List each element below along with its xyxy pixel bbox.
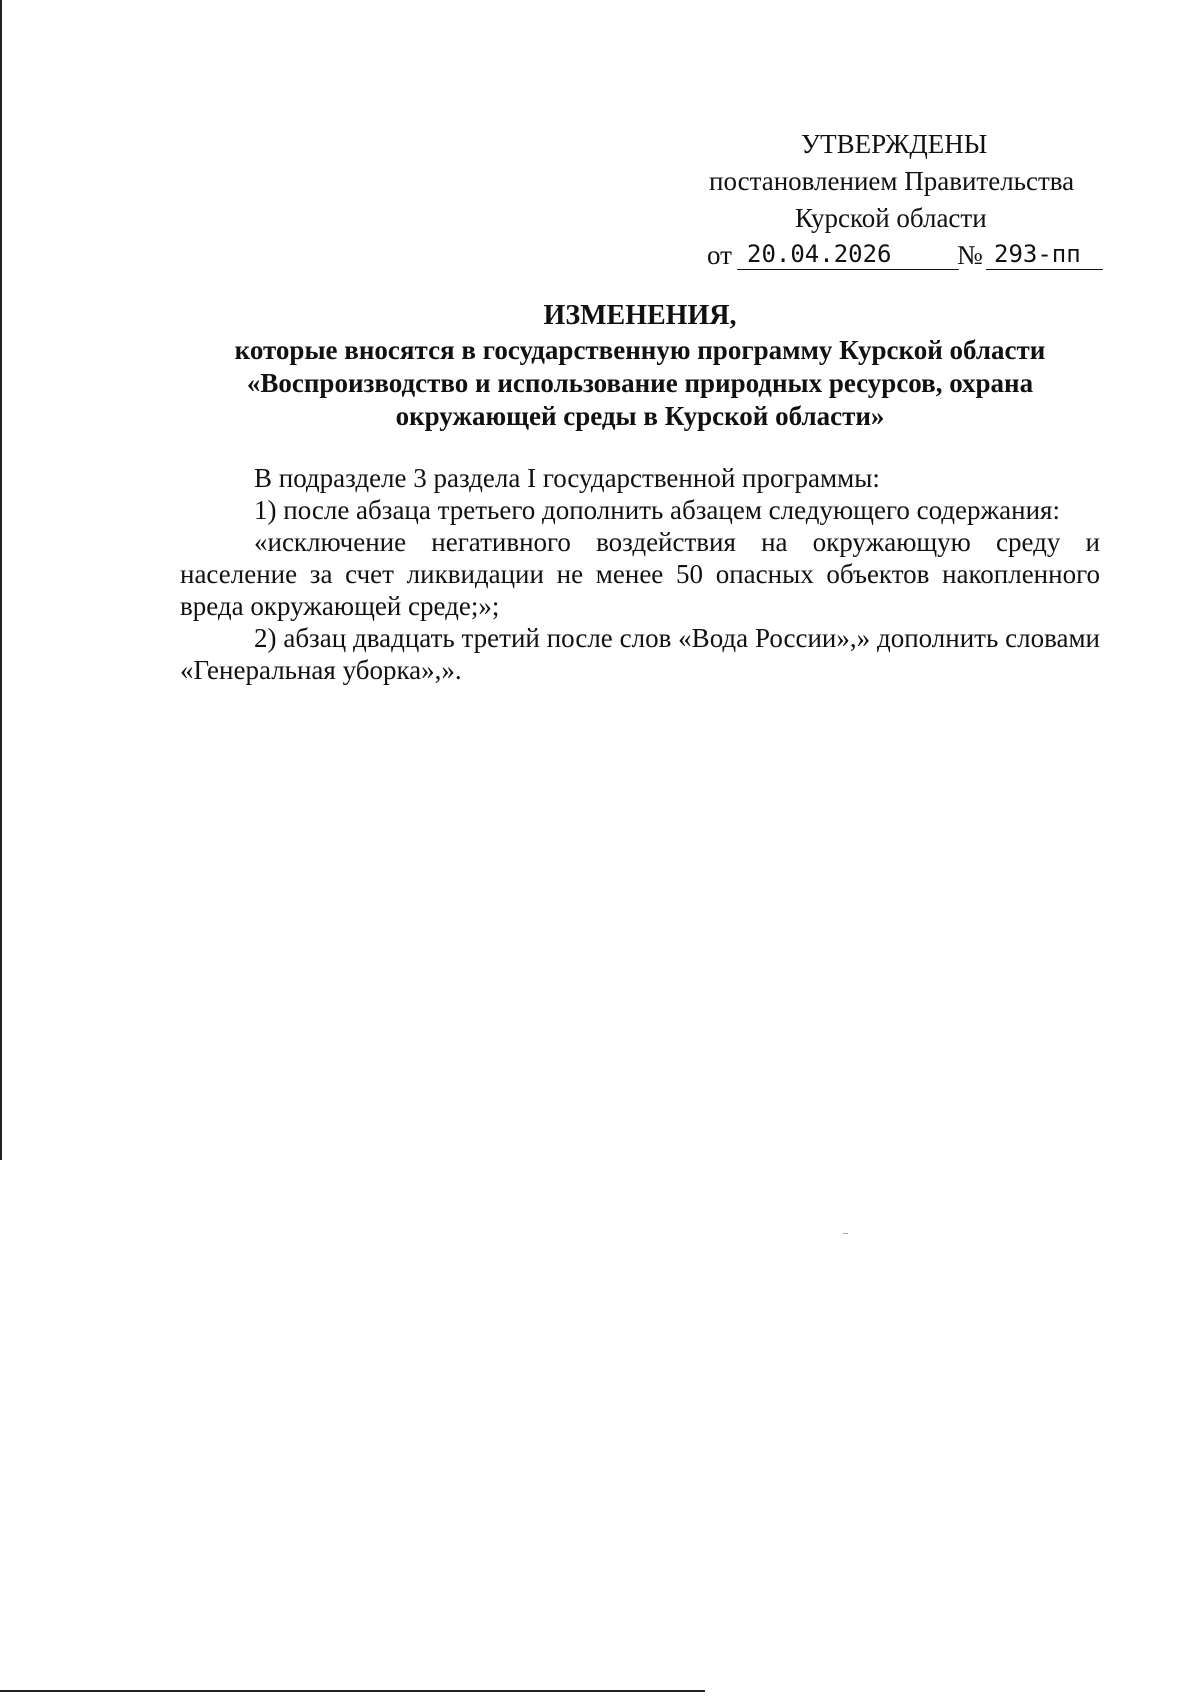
approval-resolution-text: постановлением Правительства <box>709 166 1075 196</box>
title-line-2: «Воспроизводство и использование природных ресурсов, охрана <box>246 368 1034 398</box>
body-paragraph-intro: В подразделе 3 раздела I государственной программы: <box>254 463 880 493</box>
approval-heading: УТВЕРЖДЕНЫ <box>801 129 988 159</box>
body-paragraph-item-1: 1) после абзаца третьего дополнить абзацем следующего содержания: <box>254 495 1060 525</box>
number-sign: № <box>957 240 983 270</box>
scan-speck <box>843 1233 848 1234</box>
resolution-date: 20.04.2026 <box>737 236 959 270</box>
document-body <box>180 462 1100 686</box>
title-line-1: которые вносятся в государственную программу Курской области <box>234 335 1046 365</box>
title-line-3: окружающей среды в Курской области» <box>395 401 885 431</box>
body-paragraph-item-2: 2) абзац двадцать третий после слов «Вода России»,» дополнить словами «Генеральная уборка»,». <box>180 623 1100 685</box>
title-main: ИЗМЕНЕНИЯ, <box>543 300 737 331</box>
approval-date-number-row <box>707 237 1100 274</box>
body-paragraph-quote: «исключение негативного воздействия на окружающую среду и население за счет ликвидации не менее 50 опасных объектов накопленного вреда окружающей среде;»; <box>180 527 1100 621</box>
document-title <box>180 298 1100 433</box>
approval-stamp-block <box>700 126 1100 274</box>
scan-bottom-edge <box>0 1690 705 1692</box>
resolution-number: 293-пп <box>986 236 1103 270</box>
date-prefix: от <box>707 240 732 270</box>
scan-left-edge <box>0 0 2 1160</box>
approval-region-text: Курской области <box>795 203 987 233</box>
